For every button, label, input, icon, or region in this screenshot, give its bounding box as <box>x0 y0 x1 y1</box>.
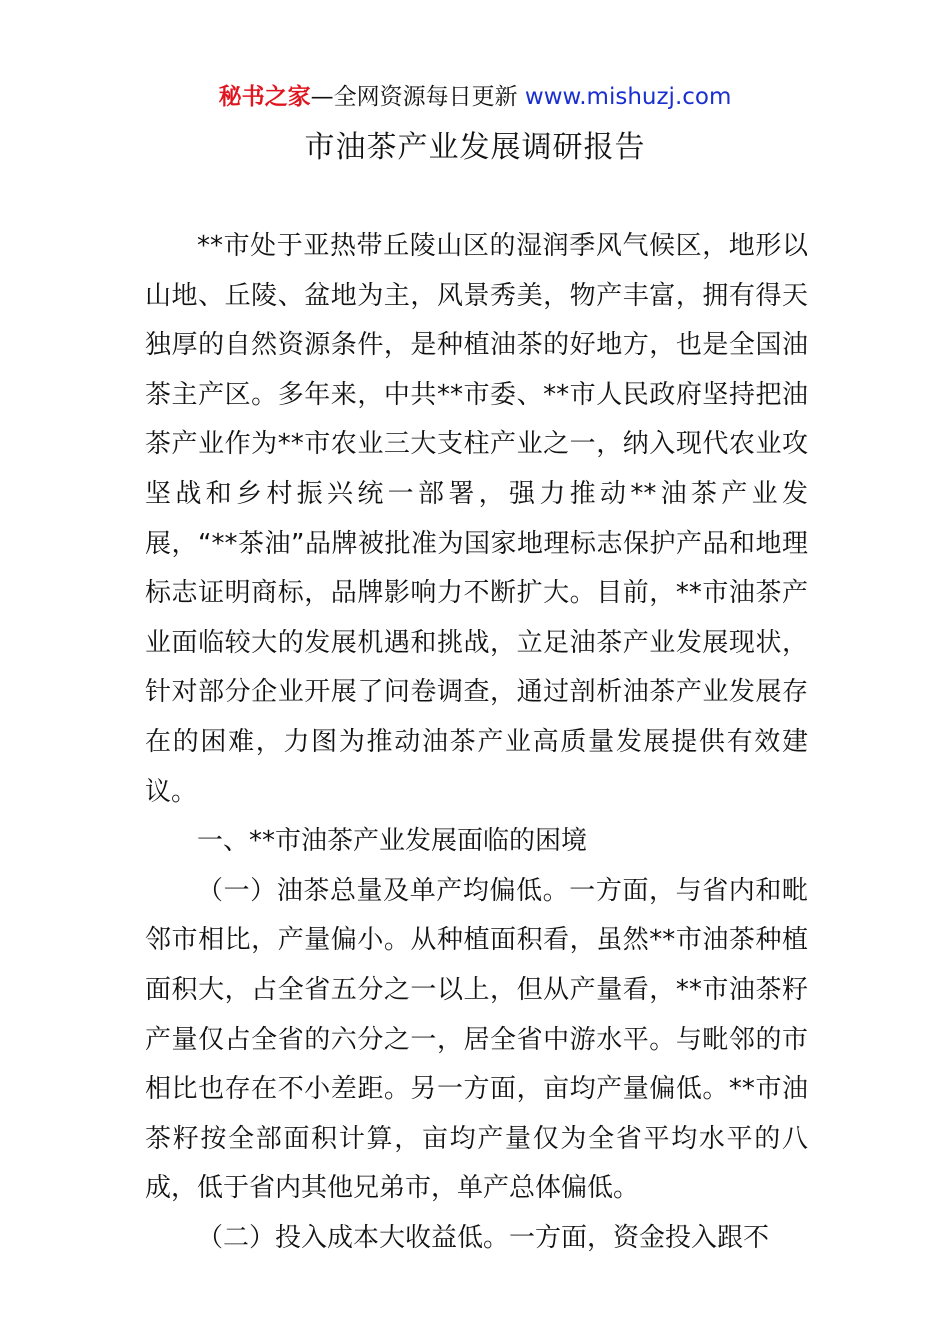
subsection-paragraph: （二）投入成本大收益低。一方面，资金投入跟不 <box>197 1222 770 1253</box>
subsection-paragraph: （一）油茶总量及单产均偏低。一方面，与省内和毗邻市相比，产量偏小。从种植面积看，虽然**市油茶种植面积大，占全省五分之一以上，但从产量看，**市油茶籽产量仅占全省的六分之一，居全省中游水平。与毗邻的市相比也存在不小差距。另一方面，亩均产量偏低。**市油茶籽按全部面积计算，亩均产量仅为全省平均水平的八成，低于省内其他兄弟市，单产总体偏低。 <box>145 875 808 1204</box>
document-body <box>145 222 808 1263</box>
site-url-link[interactable]: www.mishuzj.com <box>524 84 732 110</box>
intro-paragraph: **市处于亚热带丘陵山区的湿润季风气候区，地形以山地、丘陵、盆地为主，风景秀美，物产丰富，拥有得天独厚的自然资源条件，是种植油茶的好地方，也是全国油茶主产区。多年来，中共**市委、**市人民政府坚持把油茶产业作为**市农业三大支柱产业之一，纳入现代农业攻坚战和乡村振兴统一部署，强力推动**油茶产业发展，“**茶油”品牌被批准为国家地理标志保护产品和地理标志证明商标，品牌影响力不断扩大。目前，**市油茶产业面临较大的发展机遇和挑战，立足油茶产业发展现状，针对部分企业开展了问卷调查，通过剖析油茶产业发展存在的困难，力图为推动油茶产业高质量发展提供有效建议。 <box>145 231 808 807</box>
brand-name: 秘书之家 <box>218 84 311 110</box>
site-header <box>0 80 950 114</box>
document-title: 市油茶产业发展调研报告 <box>304 130 646 165</box>
header-slogan: —全网资源每日更新 <box>310 84 518 110</box>
section-heading: 一、**市油茶产业发展面临的困境 <box>197 826 588 857</box>
